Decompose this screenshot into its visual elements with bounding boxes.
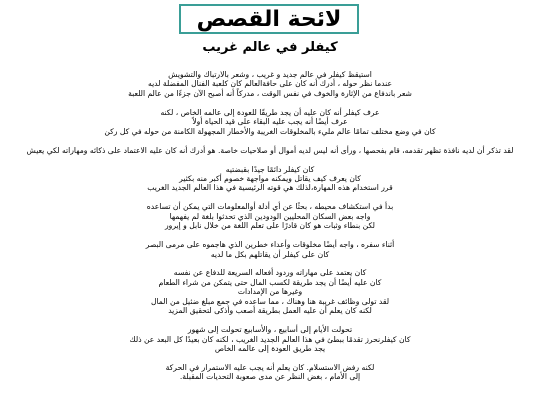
- story-paragraph-line: استيقظ كيفلر في عالم جديد و غريب ، وشعر بالارتباك والتشويش: [168, 70, 372, 79]
- story-paragraph-line: واجه بعض السكان المحليين الودودين الذي تحدثوا بلغة لم يفهمها: [169, 211, 371, 221]
- story-paragraph-line: كان كيفلر دائمًا جيدًا بقبضتيه: [225, 164, 315, 174]
- story-paragraph-line: لقد تذكر أن لديه نافذة تظهر تقدمه، قام بفحصها ، ورأى أنه ليس لديه أموال أو صلاحيات خاصة. هو أدرك أنه كان عليه الاعتماد على ذكائه ومهاراته لكي يعيش: [26, 145, 514, 155]
- story-paragraph-line: كان على كيفلر أن يقاتلهم بكل ما لديه: [210, 249, 330, 259]
- story-title: كيفلر في عالم غريب: [202, 40, 338, 55]
- story-paragraph-line: كان يعتمد على مهاراته وردود أفعاله السريعة للدفاع عن نفسه: [173, 268, 367, 278]
- story-paragraph-line: شعر باندفاع من الإثارة والخوف في نفس الوقت ، مدركاً أنه أصبح الآن جزءًا من عالم اللعبة: [128, 88, 412, 98]
- story-paragraph-line: كان عليه أيضًا أن يجد طريقة لكسب المال حتى يتمكن من شراء الطعام: [158, 277, 382, 287]
- story-paragraph-line: بدأ في استكشاف محيطه ، بحثًا عن أي أدلة أوالمعلومات التي يمكن أن تساعده: [146, 202, 394, 212]
- story-paragraph-line: كان يعرف كيف يقاتل ويمكنه مواجهة خصوم أكبر منه بكثير: [179, 173, 361, 183]
- story-paragraph-line: يجد طريق العودة إلى عالمه الخاص: [214, 344, 326, 354]
- story-paragraph-line: عندما نظر حوله ، أدرك أنه كان على حافةالعالم كان كلعبة الفنال المفضلة لديه: [148, 79, 392, 89]
- story-list-header: لائحة القصص: [179, 4, 359, 34]
- story-paragraph-line: لكنه رفض الاستسلام. كان يعلم أنه يجب عليه الاستمرار في الحركة: [165, 362, 375, 372]
- story-paragraph-line: وغيرها من الإمدادات: [237, 287, 303, 297]
- story-paragraph-line: إلى الأمام ، بغض النظر عن مدى صعوبة التحديات المقبلة.: [179, 372, 361, 382]
- story-paragraph-line: لقد تولى وظائف غريبة هنا وهناك ، مما ساعده في جمع مبلغ ضئيل من المال: [150, 296, 390, 306]
- story-paragraph-line: لكنه كان يعلم أن عليه العمل بطريقة أصعب وأذكى لتحقيق المزيد: [168, 306, 372, 316]
- story-paragraph-line: تحولت الأيام إلى أسابيع ، والأسابيع تحولت إلى شهور: [187, 325, 353, 335]
- story-paragraph-line: قرر استخدام هذه المهارة،لذلك هي قوته الرئيسية في هذا العالم الجديد الغريب: [147, 183, 393, 193]
- story-paragraph-line: كان في وضع مختلف تمامًا عالم مليء بالمخلوقات الغريبة والأخطار المجهولة الكامنة من حوله في كل ركن: [104, 126, 436, 136]
- story-paragraph-line: أثناء سفره ، واجه أيضًا مخلوقات وأعداء خطرين الذي هاجموه على مرمى البصر: [145, 240, 395, 250]
- story-paragraph-line: لكن بنطاء وثبات هو كان قادرًا على تعلم اللغة من خلال نابل و إيرور: [165, 221, 375, 231]
- story-paragraph-line: عرف أيضًا أنه يجب عليه البقاء على قيد الحياة أولاً: [192, 117, 348, 127]
- story-paragraph-line: عرف كيفلر أنه كان عليه أن يجد طريقًا للعودة إلى عالمه الخاص ، لكنه: [160, 107, 380, 117]
- story-paragraph-line: كان كيفلرنحرز تقدمًا ببطئ في هذا العالم الجديد الغريب ، لكنه كان بعيدًا كل البعد عن ذلك: [129, 334, 411, 344]
